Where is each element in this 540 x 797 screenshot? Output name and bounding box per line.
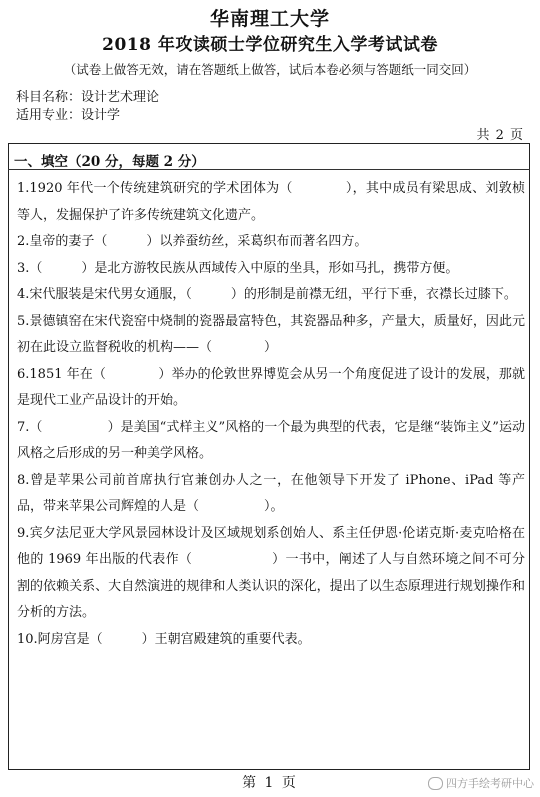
wechat-icon	[428, 777, 443, 790]
section-heading: 一、填空（20 分，每题 2 分）	[14, 154, 205, 170]
exam-notice: （试卷上做答无效，请在答题纸上做答，试后本卷必须与答题纸一同交回）	[63, 62, 477, 77]
question-list	[17, 176, 525, 653]
question-item: 6.1851 年在（ ）举办的伦敦世界博览会从另一个角度促进了设计的发展，那就是现代工业产品设计的开始。	[17, 366, 525, 408]
watermark	[428, 775, 534, 791]
subject-name: 科目名称：设计艺术理论	[16, 90, 160, 105]
question-item: 7.（ ）是美国“式样主义”风格的一个最为典型的代表，它是继“装饰主义”运动风格之后形成的另一种美学风格。	[17, 419, 525, 461]
watermark-text: 四方手绘考研中心	[446, 777, 534, 790]
question-item: 3.（ ）是北方游牧民族从西域传入中原的坐具，形如马扎，携带方便。	[17, 260, 459, 276]
question-item: 2.皇帝的妻子（ ）以养蚕纺丝，采葛织布而著名四方。	[17, 234, 368, 249]
question-item: 10.阿房宫是（ ）王朝宫殿建筑的重要代表。	[17, 631, 311, 647]
page-number: 第 1 页	[242, 775, 298, 791]
question-item: 9.宾夕法尼亚大学风景园林设计及区域规划系创始人、系主任伊恩·伦诺克斯·麦克哈格在他的 1969 年出版的代表作（ ）一书中，阐述了人与自然环境之间不可分割的依赖关系、大自然演进的规律和人类认识的深化，提出了以生态原理进行规划操作和分析的方法。	[17, 525, 525, 620]
question-item: 1.1920 年代一个传统建筑研究的学术团体为（ ），其中成员有梁思成、刘敦桢等人，发掘保护了许多传统建筑文化遗产。	[17, 181, 525, 223]
section-divider	[8, 169, 530, 170]
total-pages: 共 2 页	[476, 128, 524, 143]
question-item: 4.宋代服装是宋代男女通服，（ ）的形制是前襟无纽，平行下垂，衣襟长过膝下。	[17, 287, 517, 302]
university-name: 华南理工大学	[209, 8, 330, 30]
question-item: 5.景德镇窑在宋代瓷窑中烧制的瓷器最富特色，其瓷器品种多，产量大，质量好，因此元初在此设立监督税收的机构——（ ）	[17, 313, 525, 355]
question-item: 8.曾是苹果公司前首席执行官兼创办人之一，在他领导下开发了 iPhone、iPad 等产品，带来苹果公司辉煌的人是（ ）。	[17, 472, 525, 514]
applicable-major: 适用专业：设计学	[16, 108, 121, 123]
exam-title: 2018 年攻读硕士学位研究生入学考试试卷	[102, 35, 438, 55]
